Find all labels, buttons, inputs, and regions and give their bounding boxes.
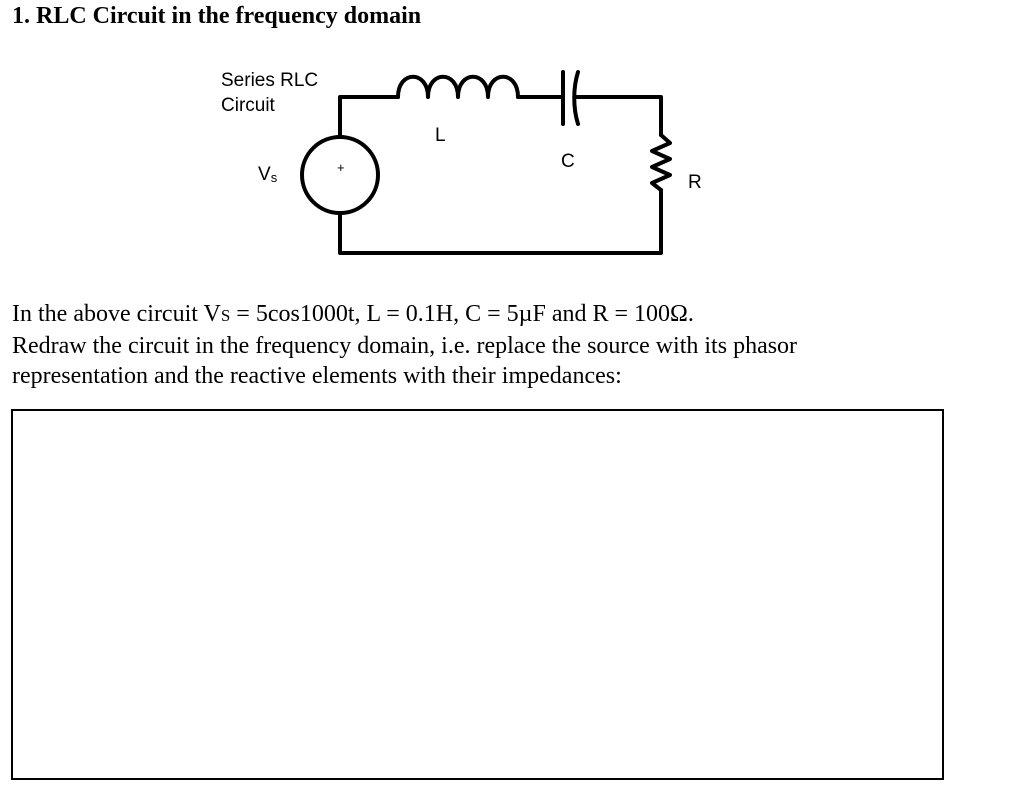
problem-title: 1. RLC Circuit in the frequency domain bbox=[12, 3, 422, 29]
problem-line-1-end: = 5cos1000t, L = 0.1H, C = 5µF and R = 100Ω. bbox=[230, 301, 694, 327]
source-label-main: V bbox=[258, 164, 271, 185]
problem-line-1 bbox=[12, 299, 1012, 331]
problem-statement bbox=[12, 299, 1012, 391]
source-plus-sign: + bbox=[337, 160, 345, 175]
series-rlc-circuit bbox=[0, 0, 1024, 300]
answer-box[interactable] bbox=[11, 409, 944, 780]
voltage-source bbox=[302, 137, 378, 213]
inductor-label: L bbox=[435, 125, 446, 146]
problem-line-2: Redraw the circuit in the frequency domain, i.e. replace the source with its phasor bbox=[12, 333, 798, 359]
source-label bbox=[258, 164, 277, 189]
circuit-diagram bbox=[0, 0, 1024, 300]
resistor-label: R bbox=[688, 172, 702, 193]
circuit-caption-line1: Series RLC bbox=[221, 70, 319, 91]
capacitor-label: C bbox=[561, 151, 575, 172]
wire-right-top bbox=[576, 97, 661, 135]
inductor-coil bbox=[398, 77, 518, 97]
resistor-zigzag bbox=[652, 135, 670, 190]
wire-left-top bbox=[340, 97, 398, 136]
problem-line-3: representation and the reactive elements with their impedances: bbox=[12, 363, 622, 389]
problem-line-1-subscript: S bbox=[220, 306, 231, 325]
source-label-subscript: s bbox=[270, 170, 278, 185]
problem-line-1-start: In the above circuit V bbox=[12, 301, 221, 327]
wire-right-bottom bbox=[340, 190, 661, 253]
circuit-caption-line2: Circuit bbox=[221, 95, 275, 116]
